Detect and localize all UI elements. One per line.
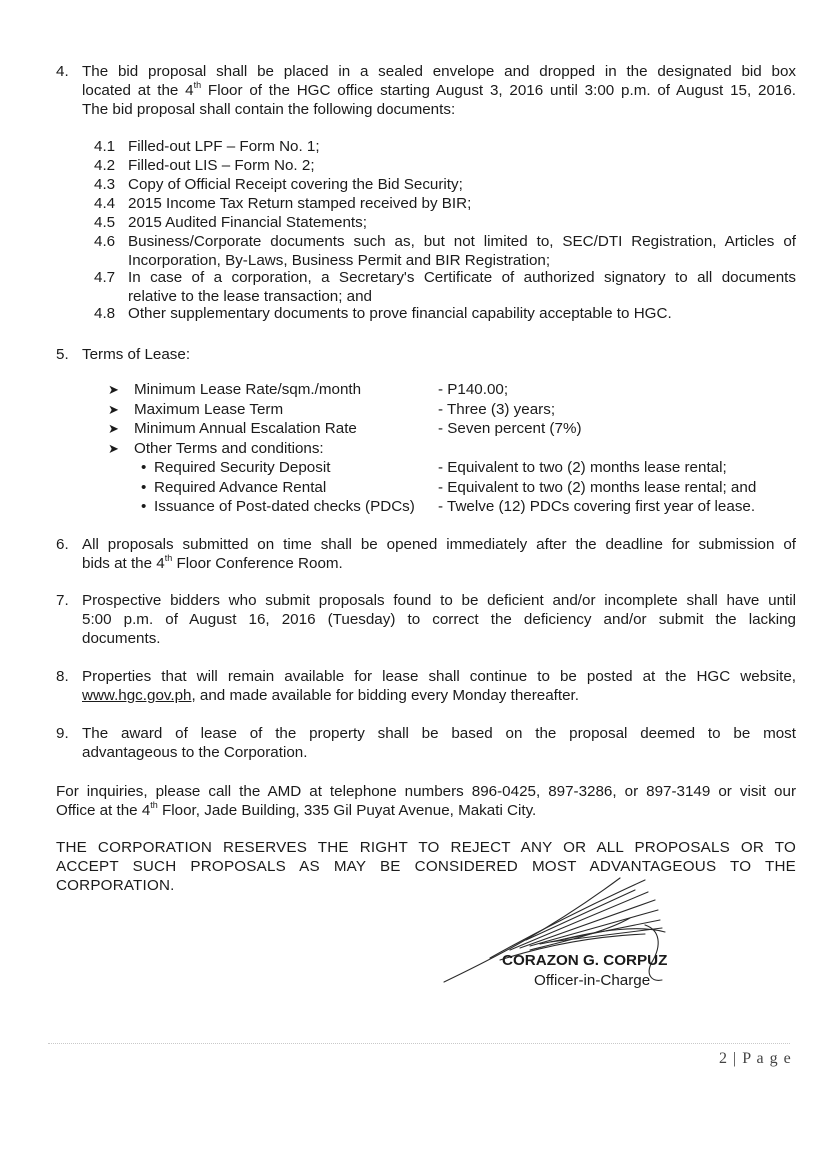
term-value: - Seven percent (7%) [438, 420, 582, 437]
item-6 [56, 535, 796, 573]
sub-item [94, 304, 796, 323]
inquiries-paragraph [56, 782, 796, 820]
text-fragment: bids at the 4 [82, 555, 165, 572]
item-7-line: Prospective bidders who submit proposals found to be deficient and/or incomplete shall have until [82, 592, 796, 609]
signatory-title: Officer-in-Charge [534, 972, 651, 989]
term-row [108, 419, 798, 439]
item-number: 8. [56, 668, 69, 685]
item-9-line: The award of lease of the property shall be based on the proposal deemed to be most [82, 725, 796, 742]
term-value: - Equivalent to two (2) months lease rental; and [438, 478, 757, 496]
sub-item-number: 4.6 [94, 233, 116, 250]
item-number: 6. [56, 536, 69, 553]
term-value: - P140.00; [438, 381, 509, 398]
dot-bullet-icon: • [141, 459, 147, 476]
item-number: 5. [56, 346, 69, 363]
sub-item [94, 194, 796, 213]
text-fragment: Floor Conference Room. [172, 555, 343, 572]
sub-item-text: In case of a corporation, a Secretary's Certificate of authorized signatory to all documents [128, 269, 796, 286]
arrow-bullet-icon: ➤ [108, 440, 119, 456]
term-row [108, 400, 798, 420]
superscript: th [164, 552, 173, 563]
term-label: Minimum Lease Rate/sqm./month [134, 381, 362, 398]
item-4-line-1: The bid proposal shall be placed in a sealed envelope and dropped in the designated bid box [82, 63, 796, 80]
dot-bullet-icon: • [141, 478, 147, 496]
sub-item-number: 4.4 [94, 195, 116, 212]
sub-item-text: Copy of Official Receipt covering the Bid Security; [128, 176, 463, 193]
arrow-bullet-icon: ➤ [108, 382, 119, 397]
sub-item-text: 2015 Audited Financial Statements; [128, 214, 367, 231]
text-fragment: , and made available for bidding every Monday thereafter. [191, 687, 579, 704]
sub-item-text: Other supplementary documents to prove financial capability acceptable to HGC. [128, 305, 672, 322]
term-label: Required Security Deposit [154, 459, 331, 476]
item-6-line-1: All proposals submitted on time shall be opened immediately after the deadline for submission of [82, 536, 796, 553]
sub-item [94, 268, 796, 306]
term-value: - Twelve (12) PDCs covering first year of lease. [438, 498, 756, 515]
page-number: 2 | P a g e [719, 1050, 792, 1067]
sub-item [94, 232, 796, 270]
item-9-line: advantageous to the Corporation. [82, 744, 308, 761]
sub-item-number: 4.7 [94, 269, 116, 286]
inquiries-line: For inquiries, please call the AMD at telephone numbers 896-0425, 897-3286, or 897-3149 or visit our [56, 783, 796, 800]
other-term-row [108, 478, 798, 498]
item-number: 9. [56, 725, 69, 742]
sub-item [94, 213, 796, 232]
term-label: Other Terms and conditions: [134, 439, 324, 457]
arrow-bullet-icon: ➤ [108, 401, 119, 417]
other-term-row [108, 458, 798, 478]
term-value: - Equivalent to two (2) months lease rental; [438, 459, 727, 476]
item-4-line-3: The bid proposal shall contain the following documents: [82, 101, 456, 118]
reservation-line: THE CORPORATION RESERVES THE RIGHT TO REJECT ANY OR ALL PROPOSALS OR TO [56, 839, 796, 856]
text-fragment: Floor, Jade Building, 335 Gil Puyat Avenue, Makati City. [157, 802, 537, 819]
item-7-line: 5:00 p.m. of August 16, 2016 (Tuesday) to correct the deficiency and/or submit the lacking [82, 611, 796, 628]
item-5-heading: Terms of Lease: [82, 346, 191, 363]
sub-item-text: Business/Corporate documents such as, but not limited to, SEC/DTI Registration, Articles of [128, 233, 796, 250]
sub-item-number: 4.8 [94, 305, 116, 322]
other-term-row [108, 497, 798, 517]
terms-of-lease-list [108, 380, 798, 517]
sub-item-text: Filled-out LPF – Form No. 1; [128, 138, 320, 155]
superscript: th [150, 799, 158, 810]
item-7-line: documents. [82, 630, 161, 647]
sub-item-text: relative to the lease transaction; and [128, 288, 372, 305]
item-8-line-2 [82, 686, 796, 705]
item-5 [56, 345, 796, 364]
item-6-line-2 [82, 554, 796, 573]
sub-item-number: 4.3 [94, 176, 116, 193]
term-row [108, 439, 798, 459]
item-7 [56, 591, 796, 648]
sub-item [94, 175, 796, 194]
term-label: Minimum Annual Escalation Rate [134, 420, 357, 437]
sub-item-text: Incorporation, By-Laws, Business Permit and BIR Registration; [128, 252, 551, 269]
term-label: Required Advance Rental [154, 478, 327, 496]
superscript: th [193, 79, 202, 90]
signatory-name: CORAZON G. CORPUZ [502, 952, 668, 969]
text-fragment: located at the 4 [82, 82, 194, 99]
sub-item-number: 4.2 [94, 157, 116, 174]
term-row [108, 380, 798, 400]
item-9 [56, 724, 796, 762]
website-link[interactable]: www.hgc.gov.ph [82, 687, 192, 704]
sub-item-text: 2015 Income Tax Return stamped received by BIR; [128, 195, 472, 212]
sub-item-number: 4.1 [94, 138, 116, 155]
sub-item [94, 156, 796, 175]
sub-item-text: Filled-out LIS – Form No. 2; [128, 157, 315, 174]
item-4-line-2 [82, 81, 796, 100]
term-value: - Three (3) years; [438, 400, 556, 418]
item-4 [56, 62, 796, 119]
term-label: Maximum Lease Term [134, 400, 284, 418]
inquiries-line [56, 801, 796, 820]
dot-bullet-icon: • [141, 498, 147, 515]
reservation-line: CORPORATION. [56, 877, 175, 894]
text-fragment: Floor of the HGC office starting August 3, 2016 until 3:00 p.m. of August 15, 2016. [201, 82, 796, 99]
sub-item-number: 4.5 [94, 214, 116, 231]
text-fragment: Office at the 4 [56, 802, 151, 819]
item-8-line-1: Properties that will remain available for lease shall continue to be posted at the HGC website, [82, 668, 796, 685]
item-number: 7. [56, 592, 69, 609]
term-label: Issuance of Post-dated checks (PDCs) [154, 498, 415, 515]
item-number: 4. [56, 63, 69, 80]
footer-divider [48, 1043, 790, 1044]
item-8 [56, 667, 796, 705]
reservation-line: ACCEPT SUCH PROPOSALS AS MAY BE CONSIDERED MOST ADVANTAGEOUS TO THE [56, 858, 796, 875]
arrow-bullet-icon: ➤ [108, 421, 119, 436]
sub-item [94, 137, 796, 156]
